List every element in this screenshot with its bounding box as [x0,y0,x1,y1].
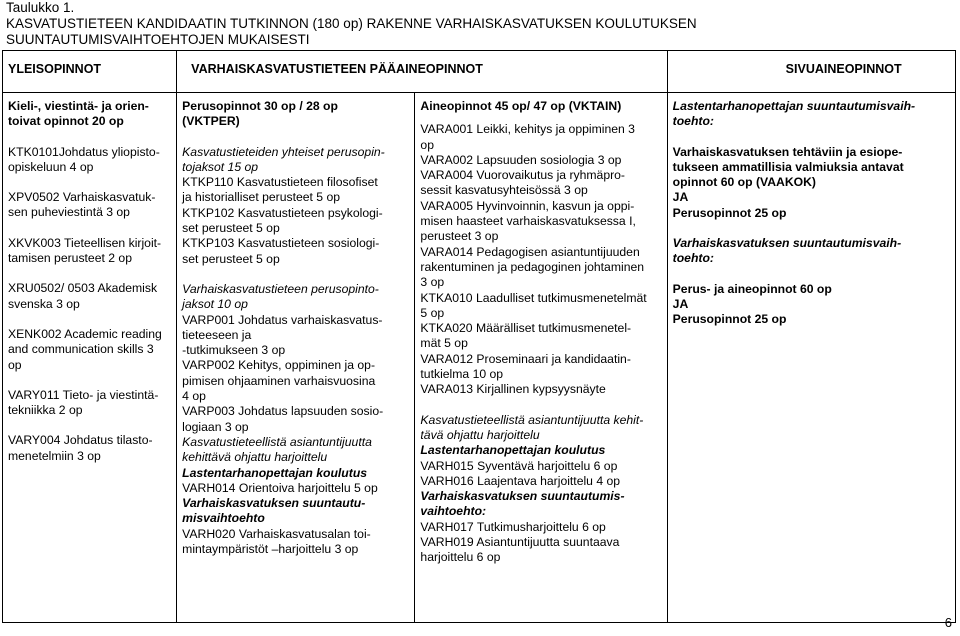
course-text-line: tieteeseen ja [182,327,252,342]
course-text-line: perusteet 3 op [420,229,499,244]
course-text-line: rakentuminen ja pedagoginen johtaminen [420,259,645,274]
course-text-line: and communication skills 3 [8,342,154,357]
course-text-line: Lastentarhanopettajan koulutus [182,465,368,480]
course-text-line: Varhaiskasvatustieteen perusopinto- [182,281,379,296]
course-text-line: Varhaiskasvatuksen tehtäviin ja esiope- [672,144,903,159]
course-text-line: pimisen ohjaaminen varhaisvuosina [182,373,376,388]
course-text-line: VARA013 Kirjallinen kypsyysnäyte [420,382,606,397]
course-text-line: KTKP110 Kasvatustieteen filosofiset [182,175,378,190]
course-text-line: op [420,137,434,152]
course-text-line: kehittävä ohjattu harjoittelu [182,450,328,465]
course-text-line: set perusteet 5 op [182,221,280,236]
course-text-line: VARH017 Tutkimusharjoittelu 6 op [420,519,606,534]
course-text-line: Perusopinnot 30 op / 28 op [182,99,338,113]
course-text-line: Kasvatustieteiden yhteiset perusopin- [182,144,385,159]
header-row [3,51,956,93]
course-text-line: 4 op [182,389,206,404]
spacer [673,221,951,236]
course-text-line: vaihtoehto: [420,504,487,519]
spacer [182,267,410,282]
table-caption: Taulukko 1. [6,0,75,15]
course-text-line: misvaihtoehto [182,511,265,526]
course-text-line: VARA014 Pedagogisen asiantuntijuuden [420,244,640,259]
spacer [673,130,951,145]
course-text-line: VARY011 Tieto- ja viestintä- [8,387,159,402]
course-text-line: toivat opinnot 20 op [8,114,124,129]
course-text-line: Kasvatustieteellistä asiantuntijuutta kehit- [420,412,644,427]
course-text-line: Lastentarhanopettajan suuntautumisvaih- [672,99,916,113]
course-text-line: KTKP102 Kasvatustieteen psykologi- [182,205,383,220]
header-general-studies: YLEISOPINNOT [3,51,177,93]
table-title-line-1: KASVATUSTIETEEN KANDIDAATIN TUTKINNON (180 op) RAKENNE VARHAISKASVATUKSEN KOULUTUKSEN [6,16,697,31]
spacer [182,130,410,145]
course-text-line: opiskeluun 4 op [8,159,94,174]
header-minor-studies: SIVUAINEOPINNOT [667,51,955,93]
course-text-line: VARA002 Lapsuuden sosiologia 3 op [420,152,622,167]
course-text-line: VARH020 Varhaiskasvatusalan toi- [182,526,371,541]
course-text-line: XRU0502/ 0503 Akademisk [8,281,158,296]
course-text-line: set perusteet 5 op [182,251,280,266]
course-text-line: JA [672,296,689,311]
spacer [8,373,172,388]
course-text-line: VARP003 Johdatus lapsuuden sosio- [182,404,384,419]
course-text-line: VARP002 Kehitys, oppiminen ja op- [182,358,376,373]
course-text-line: mintaympäristöt –harjoittelu 3 op [182,542,359,557]
course-text-line: VARA004 Vuorovaikutus ja ryhmäpro- [420,168,625,183]
course-text-line: tukseen ammatillisia valmiuksia antavat [672,159,904,174]
course-text-line: svenska 3 op [8,296,80,311]
course-text-line: Perusopinnot 25 op [672,312,787,327]
content-row [3,93,956,623]
course-text-line: VARH016 Laajentava harjoittelu 4 op [420,473,621,488]
minor-studies-cell [667,93,955,623]
page-number: 6 [944,615,952,630]
course-text-line: XPV0502 Varhaiskasvatuk- [8,190,156,205]
spacer [8,130,172,145]
course-text-line: Lastentarhanopettajan koulutus [420,443,606,458]
course-text-line: Perusopinnot 25 op [672,205,787,220]
course-text-line: Kasvatustieteellistä asiantuntijuutta [182,434,372,449]
course-text-line: KTKA020 Määrälliset tutkimusmenetel- [420,321,632,336]
course-text-line: toehto: [672,114,714,129]
spacer [673,267,951,282]
course-text-line: ja historialliset perusteet 5 op [182,190,341,205]
course-text-line: misen haasteet varhaiskasvatuksessa I, [420,214,636,229]
spacer [8,418,172,433]
course-text-line: Varhaiskasvatuksen suuntautumis- [420,489,625,504]
general-studies-cell [3,93,177,623]
course-text-line: VARH015 Syventävä harjoittelu 6 op [420,458,618,473]
course-text-line: mät 5 op [420,336,468,351]
header-major-studies: VARHAISKASVATUSTIETEEN PÄÄAINEOPINNOT [177,51,668,93]
course-text-line: Aineopinnot 45 op/ 47 op (VKTAIN) [420,99,622,113]
course-text-line: opinnot 60 op (VAAKOK) [672,175,816,190]
course-text-line: KTK0101Johdatus yliopisto- [8,144,160,159]
course-text-line: JA [672,190,689,205]
course-text-line: 3 op [420,275,445,290]
course-text-line: Perus- ja aineopinnot 60 op [672,281,832,296]
spacer [8,266,172,281]
course-text-line: Kieli-, viestintä- ja orien- [8,99,149,113]
course-text-line: -tutkimukseen 3 op [182,343,286,358]
course-text-line: sessit kasvatusyhteisössä 3 op [420,183,588,198]
course-text-line: KTKA010 Laadulliset tutkimusmenetelmät [420,290,647,305]
course-text-line: Varhaiskasvatuksen suuntautu- [182,496,366,511]
course-text-line: tekniikka 2 op [8,403,83,418]
spacer [420,114,662,122]
course-text-line: op [8,357,22,372]
course-text-line: menetelmiin 3 op [8,448,101,463]
spacer [8,312,172,327]
course-text-line: VARA012 Proseminaari ja kandidaatin- [420,351,631,366]
course-text-line: tutkielma 10 op [420,367,504,382]
course-text-line: VARH019 Asiantuntijuutta suuntaava [420,535,620,550]
course-text-line: (VKTPER) [182,114,240,129]
table-title-line-2: SUUNTAUTUMISVAIHTOEHTOJEN MUKAISESTI [6,32,310,47]
course-text-line: tojaksot 15 op [182,159,259,174]
course-text-line: tamisen perusteet 2 op [8,251,132,266]
course-text-line: XENK002 Academic reading [8,326,162,341]
course-text-line: sen puheviestintä 3 op [8,205,130,220]
intermediate-studies-cell [415,93,667,623]
spacer [8,175,172,190]
course-text-line: VARA005 Hyvinvoinnin, kasvun ja oppi- [420,198,635,213]
course-text-line: VARY004 Johdatus tilasto- [8,433,153,448]
course-text-line: Varhaiskasvatuksen suuntautumisvaih- [672,236,902,251]
course-text-line: harjoittelu 6 op [420,550,501,565]
course-text-line: toehto: [672,251,714,266]
course-text-line: VARA001 Leikki, kehitys ja oppiminen 3 [420,122,635,137]
spacer [420,398,662,413]
course-text-line: logiaan 3 op [182,419,249,434]
spacer [8,221,172,236]
course-text-line: VARH014 Orientoiva harjoittelu 5 op [182,480,378,495]
basic-studies-cell [177,93,415,623]
course-text-line: KTKP103 Kasvatustieteen sosiologi- [182,236,380,251]
course-text-line: 5 op [420,305,445,320]
degree-structure-table [2,50,956,623]
course-text-line: VARP001 Johdatus varhaiskasvatus- [182,312,383,327]
course-text-line: tävä ohjattu harjoittelu [420,427,540,442]
course-text-line: jaksot 10 op [182,297,248,312]
course-text-line: XKVK003 Tieteellisen kirjoit- [8,235,162,250]
